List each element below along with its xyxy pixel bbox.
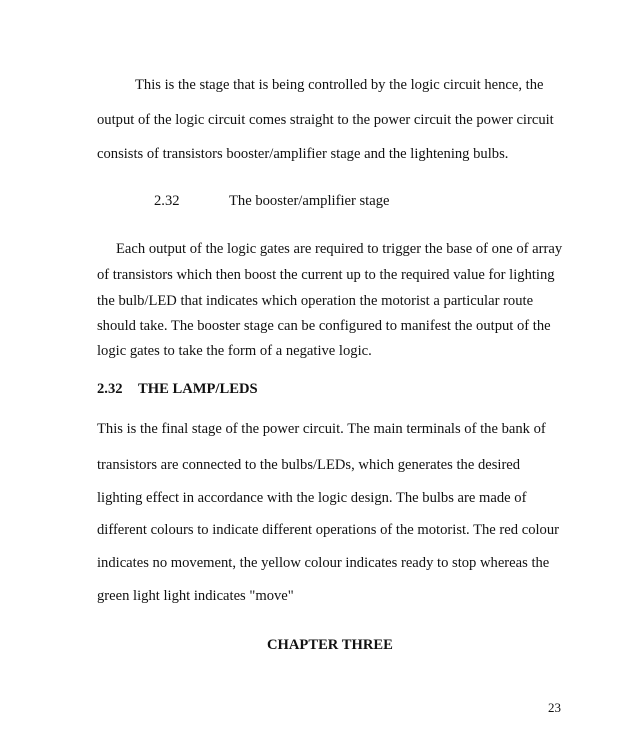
paragraph-3-line-6: green light light indicates "move"	[97, 588, 294, 604]
section-title: THE LAMP/LEDS	[138, 381, 258, 397]
paragraph-3-line-4: different colours to indicate different operations of the motorist. The red colour	[97, 522, 559, 538]
paragraph-1-line-2: output of the logic circuit comes straight to the power circuit the power circuit	[97, 112, 554, 128]
chapter-heading: CHAPTER THREE	[267, 637, 393, 653]
paragraph-3-line-2: transistors are connected to the bulbs/LEDs, which generates the desired	[97, 457, 521, 473]
paragraph-2-line-1: Each output of the logic gates are required to trigger the base of one of array	[116, 241, 563, 257]
paragraph-2-line-3: the bulb/LED that indicates which operation the motorist a particular route	[97, 293, 534, 309]
subsection-title: The booster/amplifier stage	[229, 193, 390, 209]
section-number: 2.32	[97, 381, 123, 397]
paragraph-2-line-5: logic gates to take the form of a negative logic.	[97, 343, 372, 359]
paragraph-3-line-5: indicates no movement, the yellow colour indicates ready to stop whereas the	[97, 555, 550, 571]
paragraph-3-line-3: lighting effect in accordance with the logic design. The bulbs are made of	[97, 490, 527, 506]
subsection-number: 2.32	[154, 193, 180, 209]
paragraph-1-line-3: consists of transistors booster/amplifier stage and the lightening bulbs.	[97, 146, 509, 162]
paragraph-2-line-2: of transistors which then boost the current up to the required value for lighting	[97, 267, 555, 283]
page-number: 23	[548, 700, 561, 715]
paragraph-3-line-1: This is the final stage of the power circuit. The main terminals of the bank of	[97, 421, 546, 437]
paragraph-1-line-1: This is the stage that is being controlled by the logic circuit hence, the	[135, 77, 544, 93]
paragraph-2-line-4: should take. The booster stage can be configured to manifest the output of the	[97, 318, 551, 334]
